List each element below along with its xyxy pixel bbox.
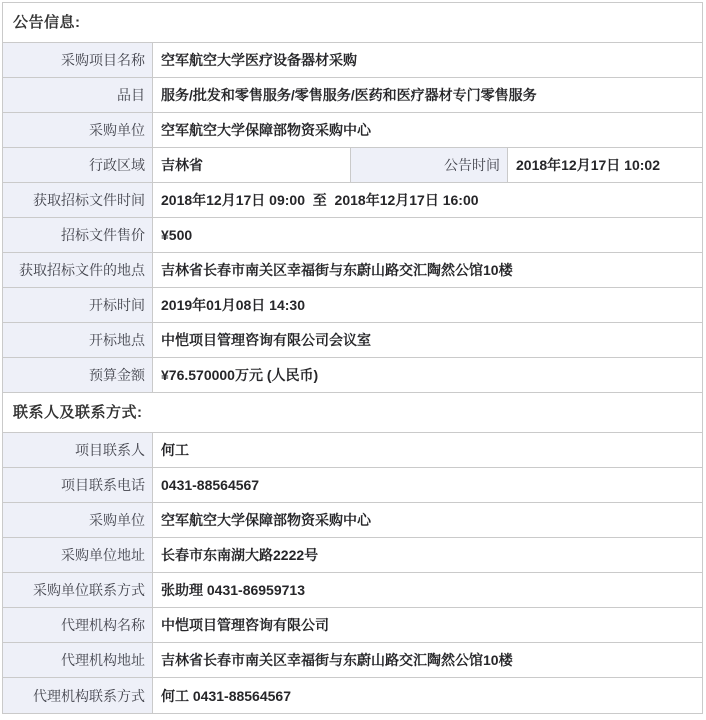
field-value: 长春市东南湖大路2222号 bbox=[161, 547, 319, 563]
table-row bbox=[3, 573, 702, 608]
field-value: 空军航空大学保障部物资采购中心 bbox=[161, 122, 371, 138]
field-value-2: 2018年12月17日 10:02 bbox=[516, 157, 660, 173]
field-label: 品目 bbox=[3, 78, 153, 112]
field-label: 获取招标文件的地点 bbox=[3, 253, 153, 287]
field-value: 何工 0431-88564567 bbox=[161, 687, 291, 704]
field-value: 何工 bbox=[161, 442, 189, 458]
table-row bbox=[3, 538, 702, 573]
field-label: 采购单位 bbox=[3, 113, 153, 147]
contact-section-title: 联系人及联系方式: bbox=[3, 393, 702, 433]
contact-info-section bbox=[3, 393, 702, 713]
field-label: 开标地点 bbox=[3, 323, 153, 357]
field-label: 项目联系人 bbox=[3, 433, 153, 467]
field-label: 代理机构地址 bbox=[3, 643, 153, 677]
field-label: 采购单位联系方式 bbox=[3, 573, 153, 607]
table-row-split bbox=[3, 148, 702, 183]
field-value: ¥500 bbox=[161, 227, 193, 243]
field-label-2: 公告时间 bbox=[351, 148, 508, 182]
announcement-info-section bbox=[3, 3, 702, 393]
table-row bbox=[3, 323, 702, 358]
table-row bbox=[3, 218, 702, 253]
table-row bbox=[3, 113, 702, 148]
field-label: 开标时间 bbox=[3, 288, 153, 322]
field-value: 中恺项目管理咨询有限公司会议室 bbox=[161, 332, 371, 348]
field-label: 采购单位地址 bbox=[3, 538, 153, 572]
field-label: 招标文件售价 bbox=[3, 218, 153, 252]
field-value: 服务/批发和零售服务/零售服务/医药和医疗器材专门零售服务 bbox=[161, 87, 537, 103]
field-value: 2019年01月08日 14:30 bbox=[161, 297, 305, 313]
table-row bbox=[3, 678, 702, 713]
field-value: 张助理 0431-86959713 bbox=[161, 582, 305, 598]
field-label: 行政区域 bbox=[3, 148, 153, 182]
field-label: 预算金额 bbox=[3, 358, 153, 392]
field-label: 采购单位 bbox=[3, 503, 153, 537]
field-value: 吉林省长春市南关区幸福街与东蔚山路交汇陶然公馆10楼 bbox=[161, 652, 513, 668]
field-value: 中恺项目管理咨询有限公司 bbox=[161, 617, 329, 633]
field-label: 项目联系电话 bbox=[3, 468, 153, 502]
table-row bbox=[3, 78, 702, 113]
field-value: 空军航空大学医疗设备器材采购 bbox=[161, 52, 357, 68]
field-label: 采购项目名称 bbox=[3, 43, 153, 77]
field-value: 吉林省 bbox=[153, 148, 351, 182]
table-row bbox=[3, 643, 702, 678]
table-row bbox=[3, 503, 702, 538]
procurement-announcement-page bbox=[2, 2, 703, 714]
field-value: 0431-88564567 bbox=[161, 477, 260, 493]
table-row bbox=[3, 608, 702, 643]
contact-rows bbox=[3, 433, 702, 713]
table-row bbox=[3, 433, 702, 468]
announcement-section-title: 公告信息: bbox=[3, 3, 702, 43]
field-label: 获取招标文件时间 bbox=[3, 183, 153, 217]
field-value: ¥76.570000万元 (人民币) bbox=[161, 367, 319, 383]
table-row bbox=[3, 253, 702, 288]
table-row bbox=[3, 288, 702, 323]
field-value: 2018年12月17日 09:00 至 2018年12月17日 16:00 bbox=[161, 192, 479, 208]
field-value: 空军航空大学保障部物资采购中心 bbox=[161, 512, 371, 528]
field-label: 代理机构联系方式 bbox=[3, 678, 153, 713]
table-row bbox=[3, 183, 702, 218]
table-row bbox=[3, 358, 702, 393]
table-row bbox=[3, 43, 702, 78]
field-label: 代理机构名称 bbox=[3, 608, 153, 642]
announcement-rows bbox=[3, 43, 702, 393]
field-value: 吉林省长春市南关区幸福街与东蔚山路交汇陶然公馆10楼 bbox=[161, 262, 513, 278]
table-row bbox=[3, 468, 702, 503]
